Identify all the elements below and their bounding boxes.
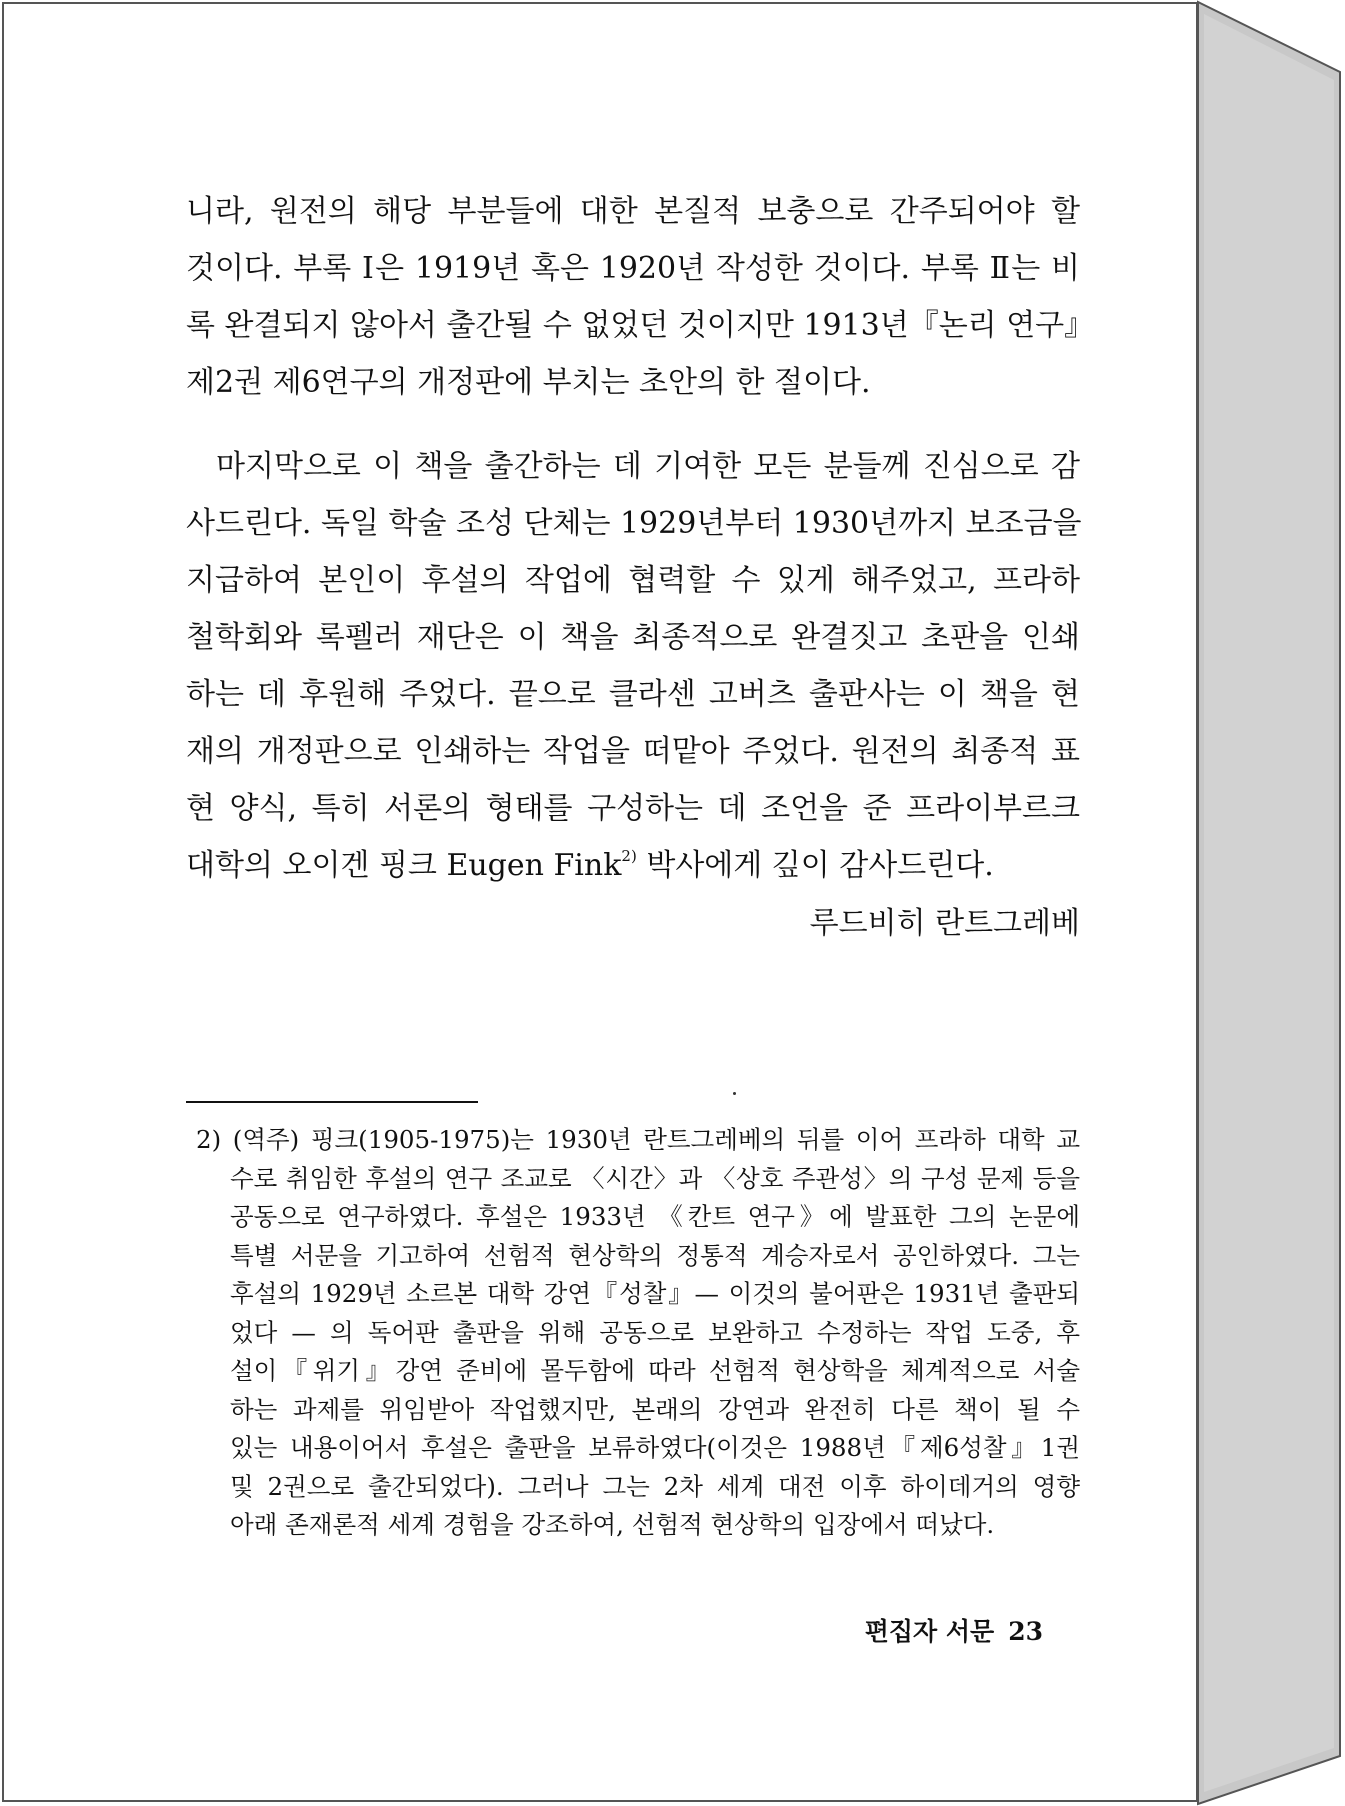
text-line: 록 완결되지 않아서 출간될 수 없었던 것이지만 1913년『논리 연구』	[186, 308, 1095, 343]
paragraph-1	[186, 183, 1095, 411]
text-line	[186, 837, 1080, 894]
footnote-line: 하는 과제를 위임받아 작업했지만, 본래의 강연과 완전히 다른 책이 될 수	[230, 1394, 1080, 1424]
scan-speck	[733, 1092, 736, 1095]
footnote-line: 었다 — 의 독어판 출판을 위해 공동으로 보완하고 수정하는 작업 도중, 후	[230, 1317, 1080, 1347]
text-line: 것이다. 부록 Ⅰ은 1919년 혹은 1920년 작성한 것이다. 부록 Ⅱ는 비	[186, 251, 1080, 286]
footnote-line: 및 2권으로 출간되었다). 그러나 그는 2차 세계 대전 이후 하이데거의 영향	[230, 1471, 1080, 1501]
footnote-line: 아래 존재론적 세계 경험을 강조하여, 선험적 현상학의 입장에서 떠났다.	[230, 1510, 995, 1539]
footnote-line: 설이『위기』강연 준비에 몰두함에 따라 선험적 현상학을 체계적으로 서술	[230, 1356, 1080, 1385]
author-signature: 루드비히 란트그레베	[809, 906, 1080, 941]
footnote-reference[interactable]: 2)	[621, 847, 637, 865]
text-line: 현 양식, 특히 서론의 형태를 구성하는 데 조언을 준 프라이부르크	[186, 791, 1080, 826]
text-line: 지급하여 본인이 후설의 작업에 협력할 수 있게 해주었고, 프라하	[186, 563, 1080, 598]
footnote-divider	[186, 1101, 478, 1103]
footnote-line: 공동으로 연구하였다. 후설은 1933년 《칸트 연구》에 발표한 그의 논문에	[230, 1202, 1080, 1231]
text-line: 사드린다. 독일 학술 조성 단체는 1929년부터 1930년까지 보조금을	[186, 506, 1082, 541]
page-footer	[865, 1612, 1043, 1648]
footnote-line: 수로 취임한 후설의 연구 조교로 〈시간〉과 〈상호 주관성〉의 구성 문제 등을	[230, 1163, 1080, 1193]
footnote-line	[196, 1121, 1080, 1160]
footnote-line: 후설의 1929년 소르본 대학 강연『성찰』— 이것의 불어판은 1931년 출판되	[230, 1279, 1080, 1308]
footnote-line: 특별 서문을 기고하여 선험적 현상학의 정통적 계승자로서 공인하였다. 그는	[230, 1240, 1080, 1270]
text-segment: 대학의 오이겐 핑크 Eugen Fink	[186, 848, 622, 883]
footnote-text: (역주) 핑크(1905-1975)는 1930년 란트그레베의 뒤를 이어 프라하 대학 교	[232, 1125, 1080, 1154]
footnote-line: 있는 내용이어서 후설은 출판을 보류하였다(이것은 1988년『제6성찰』1권	[230, 1433, 1080, 1462]
text-segment: 박사에게 깊이 감사드린다.	[636, 848, 994, 883]
text-line: 마지막으로 이 책을 출간하는 데 기여한 모든 분들께 진심으로 감	[216, 449, 1080, 484]
section-title: 편집자 서문	[864, 1617, 995, 1646]
paragraph-2	[186, 438, 1080, 894]
text-line: 하는 데 후원해 주었다. 끝으로 클라센 고버츠 출판사는 이 책을 현	[186, 677, 1080, 712]
text-line: 재의 개정판으로 인쇄하는 작업을 떠맡아 주었다. 원전의 최종적 표	[186, 734, 1080, 769]
text-line: 제2권 제6연구의 개정판에 부치는 초안의 한 절이다.	[186, 365, 871, 400]
text-line: 니라, 원전의 해당 부분들에 대한 본질적 보충으로 간주되어야 할	[186, 194, 1080, 229]
text-line: 철학회와 록펠러 재단은 이 책을 최종적으로 완결짓고 초판을 인쇄	[186, 620, 1080, 655]
page-number: 23	[1008, 1617, 1043, 1646]
footnote	[196, 1121, 1080, 1545]
footnote-label: 2)	[196, 1125, 222, 1154]
